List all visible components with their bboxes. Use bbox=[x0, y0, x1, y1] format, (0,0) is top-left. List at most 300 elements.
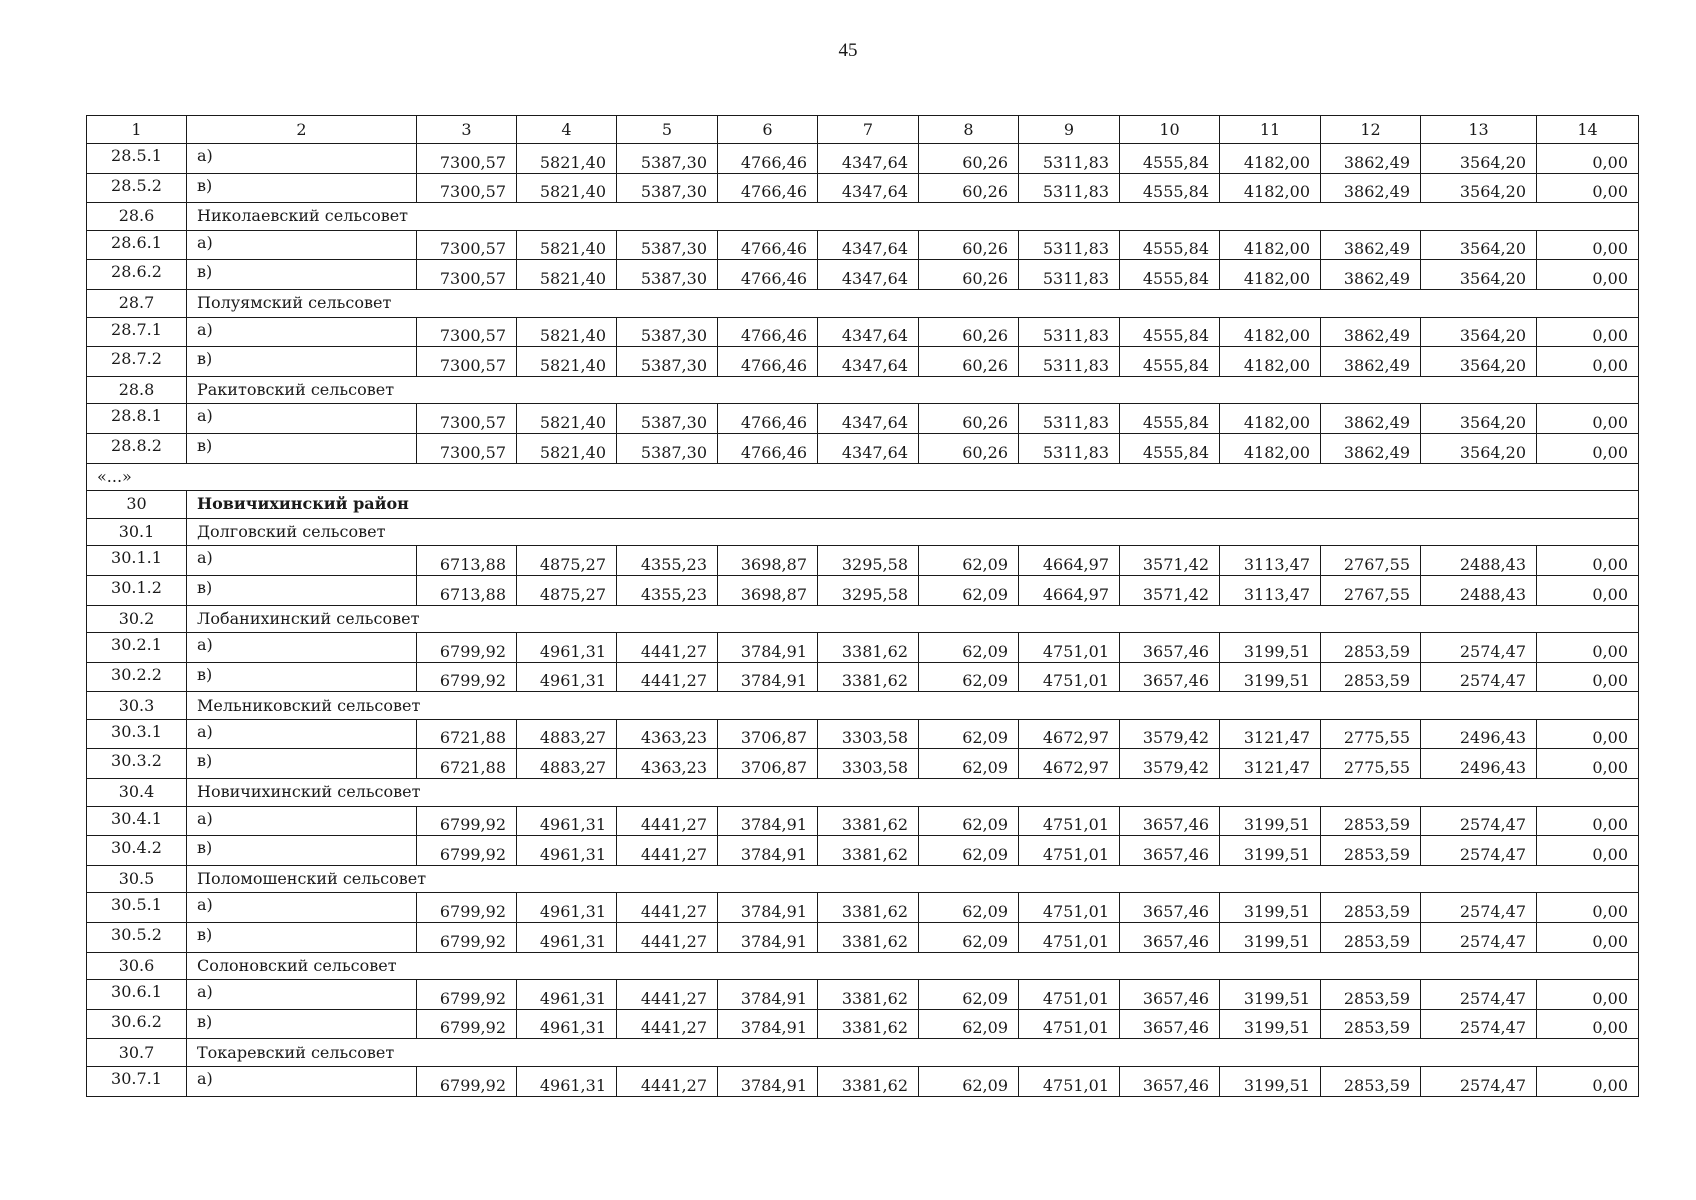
value-cell-col-3: 6799,92 bbox=[417, 980, 517, 1010]
value-cell-col-10: 3657,46 bbox=[1120, 923, 1220, 953]
value-cell-col-5: 4441,27 bbox=[617, 1009, 718, 1039]
value-cell-col-3: 7300,57 bbox=[417, 404, 517, 434]
value-cell-col-5: 4441,27 bbox=[617, 1067, 718, 1097]
section-number: 30.3 bbox=[87, 692, 187, 720]
value-cell-col-9: 5311,83 bbox=[1019, 317, 1120, 347]
value-cell-col-3: 7300,57 bbox=[417, 144, 517, 174]
value-cell-col-10: 4555,84 bbox=[1120, 144, 1220, 174]
value-cell-col-13: 2574,47 bbox=[1421, 1009, 1537, 1039]
column-number-header-row bbox=[87, 116, 1639, 144]
table-row bbox=[87, 719, 1639, 749]
value-cell-col-8: 62,09 bbox=[919, 1067, 1019, 1097]
row-number: 28.5.2 bbox=[87, 173, 187, 203]
table-row bbox=[87, 144, 1639, 174]
row-label: а) bbox=[187, 1067, 417, 1097]
value-cell-col-7: 4347,64 bbox=[818, 173, 919, 203]
value-cell-col-7: 4347,64 bbox=[818, 347, 919, 377]
row-number: 28.8.2 bbox=[87, 433, 187, 463]
value-cell-col-4: 4961,31 bbox=[517, 662, 617, 692]
value-cell-col-13: 3564,20 bbox=[1421, 347, 1537, 377]
value-cell-col-11: 3199,51 bbox=[1220, 1009, 1321, 1039]
value-cell-col-11: 3199,51 bbox=[1220, 893, 1321, 923]
row-label: а) bbox=[187, 806, 417, 836]
column-header-2: 2 bbox=[187, 116, 417, 144]
value-cell-col-7: 4347,64 bbox=[818, 260, 919, 290]
settlement-title: Николаевский сельсовет bbox=[187, 203, 1639, 231]
value-cell-col-14: 0,00 bbox=[1537, 546, 1639, 576]
value-cell-col-4: 4961,31 bbox=[517, 806, 617, 836]
value-cell-col-3: 6799,92 bbox=[417, 1009, 517, 1039]
value-cell-col-8: 62,09 bbox=[919, 633, 1019, 663]
value-cell-col-9: 4751,01 bbox=[1019, 662, 1120, 692]
section-number: 30.7 bbox=[87, 1039, 187, 1067]
row-label: в) bbox=[187, 923, 417, 953]
value-cell-col-7: 4347,64 bbox=[818, 317, 919, 347]
value-cell-col-9: 4751,01 bbox=[1019, 633, 1120, 663]
row-number: 30.3.1 bbox=[87, 719, 187, 749]
value-cell-col-12: 3862,49 bbox=[1321, 144, 1421, 174]
value-cell-col-8: 62,09 bbox=[919, 980, 1019, 1010]
value-cell-col-11: 4182,00 bbox=[1220, 173, 1321, 203]
section-number: 28.6 bbox=[87, 203, 187, 231]
value-cell-col-7: 3381,62 bbox=[818, 633, 919, 663]
value-cell-col-11: 4182,00 bbox=[1220, 433, 1321, 463]
value-cell-col-3: 7300,57 bbox=[417, 433, 517, 463]
value-cell-col-3: 6799,92 bbox=[417, 923, 517, 953]
row-label: а) bbox=[187, 230, 417, 260]
table-row bbox=[87, 923, 1639, 953]
value-cell-col-8: 60,26 bbox=[919, 260, 1019, 290]
settlement-header-row bbox=[87, 289, 1639, 317]
table-body bbox=[87, 144, 1639, 1097]
value-cell-col-5: 4363,23 bbox=[617, 719, 718, 749]
column-header-10: 10 bbox=[1120, 116, 1220, 144]
row-label: в) bbox=[187, 260, 417, 290]
value-cell-col-10: 4555,84 bbox=[1120, 404, 1220, 434]
value-cell-col-12: 2767,55 bbox=[1321, 546, 1421, 576]
value-cell-col-12: 2767,55 bbox=[1321, 575, 1421, 605]
value-cell-col-5: 4441,27 bbox=[617, 836, 718, 866]
value-cell-col-8: 60,26 bbox=[919, 404, 1019, 434]
value-cell-col-3: 6799,92 bbox=[417, 662, 517, 692]
value-cell-col-5: 4441,27 bbox=[617, 923, 718, 953]
row-label: а) bbox=[187, 893, 417, 923]
value-cell-col-12: 2775,55 bbox=[1321, 719, 1421, 749]
value-cell-col-11: 3199,51 bbox=[1220, 836, 1321, 866]
value-cell-col-13: 2574,47 bbox=[1421, 893, 1537, 923]
value-cell-col-6: 3784,91 bbox=[718, 1067, 818, 1097]
row-number: 30.3.2 bbox=[87, 749, 187, 779]
value-cell-col-7: 3381,62 bbox=[818, 923, 919, 953]
row-number: 28.6.1 bbox=[87, 230, 187, 260]
value-cell-col-3: 6799,92 bbox=[417, 1067, 517, 1097]
row-label: а) bbox=[187, 719, 417, 749]
table-row bbox=[87, 662, 1639, 692]
value-cell-col-6: 3784,91 bbox=[718, 893, 818, 923]
value-cell-col-9: 4664,97 bbox=[1019, 546, 1120, 576]
value-cell-col-10: 3657,46 bbox=[1120, 1067, 1220, 1097]
value-cell-col-10: 3579,42 bbox=[1120, 719, 1220, 749]
value-cell-col-5: 5387,30 bbox=[617, 404, 718, 434]
row-number: 30.4.1 bbox=[87, 806, 187, 836]
settlement-title: Токаревский сельсовет bbox=[187, 1039, 1639, 1067]
value-cell-col-11: 4182,00 bbox=[1220, 144, 1321, 174]
value-cell-col-14: 0,00 bbox=[1537, 317, 1639, 347]
row-number: 30.2.1 bbox=[87, 633, 187, 663]
value-cell-col-8: 60,26 bbox=[919, 317, 1019, 347]
table-row bbox=[87, 836, 1639, 866]
section-number: 30.1 bbox=[87, 518, 187, 546]
value-cell-col-10: 4555,84 bbox=[1120, 317, 1220, 347]
district-header-row bbox=[87, 491, 1639, 519]
value-cell-col-13: 2574,47 bbox=[1421, 836, 1537, 866]
value-cell-col-14: 0,00 bbox=[1537, 836, 1639, 866]
table-row bbox=[87, 633, 1639, 663]
value-cell-col-3: 7300,57 bbox=[417, 347, 517, 377]
value-cell-col-4: 4961,31 bbox=[517, 836, 617, 866]
row-label: а) bbox=[187, 633, 417, 663]
district-title: Новичихинский район bbox=[187, 491, 1639, 519]
value-cell-col-6: 3784,91 bbox=[718, 980, 818, 1010]
value-cell-col-9: 4672,97 bbox=[1019, 749, 1120, 779]
settlement-header-row bbox=[87, 779, 1639, 807]
table-row bbox=[87, 260, 1639, 290]
column-header-5: 5 bbox=[617, 116, 718, 144]
column-header-14: 14 bbox=[1537, 116, 1639, 144]
value-cell-col-5: 5387,30 bbox=[617, 433, 718, 463]
row-number: 30.2.2 bbox=[87, 662, 187, 692]
value-cell-col-6: 3784,91 bbox=[718, 662, 818, 692]
value-cell-col-3: 6713,88 bbox=[417, 575, 517, 605]
value-cell-col-8: 60,26 bbox=[919, 230, 1019, 260]
value-cell-col-9: 4672,97 bbox=[1019, 719, 1120, 749]
value-cell-col-9: 5311,83 bbox=[1019, 404, 1120, 434]
value-cell-col-10: 3657,46 bbox=[1120, 893, 1220, 923]
page-number: 45 bbox=[838, 40, 858, 61]
value-cell-col-7: 3295,58 bbox=[818, 575, 919, 605]
section-number: 30.4 bbox=[87, 779, 187, 807]
value-cell-col-4: 5821,40 bbox=[517, 347, 617, 377]
value-cell-col-6: 4766,46 bbox=[718, 144, 818, 174]
value-cell-col-7: 4347,64 bbox=[818, 404, 919, 434]
value-cell-col-8: 60,26 bbox=[919, 433, 1019, 463]
value-cell-col-10: 3571,42 bbox=[1120, 546, 1220, 576]
value-cell-col-8: 62,09 bbox=[919, 836, 1019, 866]
value-cell-col-3: 6721,88 bbox=[417, 749, 517, 779]
table-row bbox=[87, 893, 1639, 923]
value-cell-col-9: 5311,83 bbox=[1019, 260, 1120, 290]
table-row bbox=[87, 347, 1639, 377]
settlement-title: Новичихинский сельсовет bbox=[187, 779, 1639, 807]
value-cell-col-11: 3199,51 bbox=[1220, 1067, 1321, 1097]
value-cell-col-6: 4766,46 bbox=[718, 173, 818, 203]
value-cell-col-6: 3784,91 bbox=[718, 923, 818, 953]
value-cell-col-5: 5387,30 bbox=[617, 317, 718, 347]
row-number: 30.6.2 bbox=[87, 1009, 187, 1039]
value-cell-col-12: 2853,59 bbox=[1321, 633, 1421, 663]
table-row bbox=[87, 173, 1639, 203]
value-cell-col-10: 3657,46 bbox=[1120, 836, 1220, 866]
value-cell-col-4: 4875,27 bbox=[517, 546, 617, 576]
value-cell-col-7: 3381,62 bbox=[818, 893, 919, 923]
value-cell-col-13: 3564,20 bbox=[1421, 260, 1537, 290]
section-number: 30.5 bbox=[87, 865, 187, 893]
row-label: в) bbox=[187, 662, 417, 692]
value-cell-col-13: 3564,20 bbox=[1421, 144, 1537, 174]
value-cell-col-14: 0,00 bbox=[1537, 347, 1639, 377]
value-cell-col-13: 3564,20 bbox=[1421, 433, 1537, 463]
value-cell-col-8: 60,26 bbox=[919, 173, 1019, 203]
value-cell-col-11: 3199,51 bbox=[1220, 662, 1321, 692]
table-row bbox=[87, 1009, 1639, 1039]
table-row bbox=[87, 1067, 1639, 1097]
value-cell-col-11: 4182,00 bbox=[1220, 317, 1321, 347]
row-number: 30.7.1 bbox=[87, 1067, 187, 1097]
value-cell-col-14: 0,00 bbox=[1537, 230, 1639, 260]
value-cell-col-10: 3571,42 bbox=[1120, 575, 1220, 605]
row-label: а) bbox=[187, 317, 417, 347]
value-cell-col-8: 62,09 bbox=[919, 893, 1019, 923]
value-cell-col-12: 3862,49 bbox=[1321, 347, 1421, 377]
value-cell-col-5: 4355,23 bbox=[617, 575, 718, 605]
row-label: а) bbox=[187, 546, 417, 576]
value-cell-col-13: 2574,47 bbox=[1421, 980, 1537, 1010]
value-cell-col-14: 0,00 bbox=[1537, 144, 1639, 174]
value-cell-col-11: 3121,47 bbox=[1220, 749, 1321, 779]
column-header-13: 13 bbox=[1421, 116, 1537, 144]
section-number: 28.7 bbox=[87, 289, 187, 317]
ellipsis-text: «...» bbox=[87, 463, 1639, 491]
value-cell-col-13: 2488,43 bbox=[1421, 575, 1537, 605]
value-cell-col-10: 3657,46 bbox=[1120, 980, 1220, 1010]
value-cell-col-4: 5821,40 bbox=[517, 230, 617, 260]
value-cell-col-7: 3303,58 bbox=[818, 719, 919, 749]
value-cell-col-7: 3381,62 bbox=[818, 1009, 919, 1039]
value-cell-col-12: 2775,55 bbox=[1321, 749, 1421, 779]
value-cell-col-9: 4751,01 bbox=[1019, 806, 1120, 836]
value-cell-col-14: 0,00 bbox=[1537, 893, 1639, 923]
column-header-9: 9 bbox=[1019, 116, 1120, 144]
settlement-title: Долговский сельсовет bbox=[187, 518, 1639, 546]
value-cell-col-4: 5821,40 bbox=[517, 173, 617, 203]
value-cell-col-14: 0,00 bbox=[1537, 260, 1639, 290]
value-cell-col-13: 3564,20 bbox=[1421, 317, 1537, 347]
value-cell-col-3: 6799,92 bbox=[417, 836, 517, 866]
value-cell-col-9: 5311,83 bbox=[1019, 347, 1120, 377]
row-number: 30.1.1 bbox=[87, 546, 187, 576]
value-cell-col-8: 62,09 bbox=[919, 546, 1019, 576]
value-cell-col-6: 3698,87 bbox=[718, 575, 818, 605]
value-cell-col-5: 4441,27 bbox=[617, 980, 718, 1010]
value-cell-col-12: 2853,59 bbox=[1321, 923, 1421, 953]
column-header-3: 3 bbox=[417, 116, 517, 144]
value-cell-col-13: 3564,20 bbox=[1421, 173, 1537, 203]
value-cell-col-3: 7300,57 bbox=[417, 317, 517, 347]
value-cell-col-4: 5821,40 bbox=[517, 144, 617, 174]
value-cell-col-12: 3862,49 bbox=[1321, 317, 1421, 347]
value-cell-col-11: 4182,00 bbox=[1220, 260, 1321, 290]
row-label: а) bbox=[187, 404, 417, 434]
value-cell-col-7: 3381,62 bbox=[818, 662, 919, 692]
value-cell-col-8: 62,09 bbox=[919, 923, 1019, 953]
value-cell-col-3: 6799,92 bbox=[417, 633, 517, 663]
value-cell-col-9: 4751,01 bbox=[1019, 1009, 1120, 1039]
value-cell-col-10: 3657,46 bbox=[1120, 806, 1220, 836]
value-cell-col-3: 6721,88 bbox=[417, 719, 517, 749]
settlement-title: Полуямский сельсовет bbox=[187, 289, 1639, 317]
value-cell-col-14: 0,00 bbox=[1537, 1067, 1639, 1097]
table-row bbox=[87, 575, 1639, 605]
table-row bbox=[87, 404, 1639, 434]
value-cell-col-4: 5821,40 bbox=[517, 404, 617, 434]
row-number: 30.1.2 bbox=[87, 575, 187, 605]
value-cell-col-11: 3199,51 bbox=[1220, 633, 1321, 663]
table-row bbox=[87, 230, 1639, 260]
value-cell-col-4: 4883,27 bbox=[517, 719, 617, 749]
settlement-header-row bbox=[87, 692, 1639, 720]
value-cell-col-12: 2853,59 bbox=[1321, 662, 1421, 692]
table-row bbox=[87, 980, 1639, 1010]
value-cell-col-13: 2496,43 bbox=[1421, 749, 1537, 779]
value-cell-col-4: 4961,31 bbox=[517, 923, 617, 953]
value-cell-col-11: 3113,47 bbox=[1220, 575, 1321, 605]
value-cell-col-10: 3579,42 bbox=[1120, 749, 1220, 779]
value-cell-col-5: 4355,23 bbox=[617, 546, 718, 576]
value-cell-col-14: 0,00 bbox=[1537, 806, 1639, 836]
value-cell-col-13: 2488,43 bbox=[1421, 546, 1537, 576]
value-cell-col-8: 60,26 bbox=[919, 347, 1019, 377]
value-cell-col-12: 2853,59 bbox=[1321, 836, 1421, 866]
section-number: 28.8 bbox=[87, 376, 187, 404]
row-label: в) bbox=[187, 575, 417, 605]
value-cell-col-7: 3381,62 bbox=[818, 806, 919, 836]
value-cell-col-12: 3862,49 bbox=[1321, 173, 1421, 203]
value-cell-col-12: 2853,59 bbox=[1321, 893, 1421, 923]
row-label: а) bbox=[187, 144, 417, 174]
value-cell-col-14: 0,00 bbox=[1537, 173, 1639, 203]
value-cell-col-10: 4555,84 bbox=[1120, 260, 1220, 290]
settlement-header-row bbox=[87, 605, 1639, 633]
settlement-header-row bbox=[87, 865, 1639, 893]
value-cell-col-12: 2853,59 bbox=[1321, 980, 1421, 1010]
table-row bbox=[87, 433, 1639, 463]
value-cell-col-12: 3862,49 bbox=[1321, 404, 1421, 434]
value-cell-col-5: 5387,30 bbox=[617, 173, 718, 203]
value-cell-col-14: 0,00 bbox=[1537, 749, 1639, 779]
value-cell-col-9: 4751,01 bbox=[1019, 836, 1120, 866]
value-cell-col-6: 3784,91 bbox=[718, 806, 818, 836]
value-cell-col-3: 7300,57 bbox=[417, 230, 517, 260]
value-cell-col-9: 5311,83 bbox=[1019, 230, 1120, 260]
column-header-8: 8 bbox=[919, 116, 1019, 144]
value-cell-col-6: 4766,46 bbox=[718, 230, 818, 260]
row-label: а) bbox=[187, 980, 417, 1010]
row-number: 30.4.2 bbox=[87, 836, 187, 866]
value-cell-col-7: 3381,62 bbox=[818, 836, 919, 866]
row-number: 28.8.1 bbox=[87, 404, 187, 434]
value-cell-col-12: 3862,49 bbox=[1321, 260, 1421, 290]
value-cell-col-14: 0,00 bbox=[1537, 575, 1639, 605]
value-cell-col-3: 7300,57 bbox=[417, 260, 517, 290]
column-header-6: 6 bbox=[718, 116, 818, 144]
value-cell-col-6: 4766,46 bbox=[718, 317, 818, 347]
column-header-11: 11 bbox=[1220, 116, 1321, 144]
value-cell-col-14: 0,00 bbox=[1537, 923, 1639, 953]
row-number: 28.5.1 bbox=[87, 144, 187, 174]
value-cell-col-13: 2496,43 bbox=[1421, 719, 1537, 749]
value-cell-col-6: 3784,91 bbox=[718, 836, 818, 866]
value-cell-col-3: 7300,57 bbox=[417, 173, 517, 203]
value-cell-col-4: 4961,31 bbox=[517, 893, 617, 923]
row-number: 30.5.1 bbox=[87, 893, 187, 923]
value-cell-col-5: 4441,27 bbox=[617, 633, 718, 663]
settlement-title: Ракитовский сельсовет bbox=[187, 376, 1639, 404]
value-cell-col-5: 4441,27 bbox=[617, 662, 718, 692]
value-cell-col-12: 3862,49 bbox=[1321, 230, 1421, 260]
column-header-7: 7 bbox=[818, 116, 919, 144]
value-cell-col-14: 0,00 bbox=[1537, 719, 1639, 749]
value-cell-col-3: 6799,92 bbox=[417, 893, 517, 923]
row-label: в) bbox=[187, 347, 417, 377]
value-cell-col-6: 4766,46 bbox=[718, 404, 818, 434]
value-cell-col-14: 0,00 bbox=[1537, 1009, 1639, 1039]
value-cell-col-8: 60,26 bbox=[919, 144, 1019, 174]
value-cell-col-8: 62,09 bbox=[919, 749, 1019, 779]
value-cell-col-11: 4182,00 bbox=[1220, 230, 1321, 260]
row-label: в) bbox=[187, 1009, 417, 1039]
value-cell-col-11: 4182,00 bbox=[1220, 347, 1321, 377]
section-number: 30.6 bbox=[87, 952, 187, 980]
value-cell-col-5: 5387,30 bbox=[617, 230, 718, 260]
value-cell-col-10: 4555,84 bbox=[1120, 173, 1220, 203]
value-cell-col-6: 3698,87 bbox=[718, 546, 818, 576]
value-cell-col-11: 3113,47 bbox=[1220, 546, 1321, 576]
row-label: в) bbox=[187, 173, 417, 203]
settlement-header-row bbox=[87, 203, 1639, 231]
value-cell-col-13: 2574,47 bbox=[1421, 633, 1537, 663]
value-cell-col-11: 3121,47 bbox=[1220, 719, 1321, 749]
row-number: 30.6.1 bbox=[87, 980, 187, 1010]
value-cell-col-9: 4751,01 bbox=[1019, 893, 1120, 923]
value-cell-col-14: 0,00 bbox=[1537, 662, 1639, 692]
value-cell-col-4: 4961,31 bbox=[517, 1067, 617, 1097]
value-cell-col-5: 5387,30 bbox=[617, 144, 718, 174]
column-header-1: 1 bbox=[87, 116, 187, 144]
value-cell-col-13: 2574,47 bbox=[1421, 923, 1537, 953]
value-cell-col-4: 4961,31 bbox=[517, 980, 617, 1010]
value-cell-col-7: 3303,58 bbox=[818, 749, 919, 779]
value-cell-col-3: 6799,92 bbox=[417, 806, 517, 836]
value-cell-col-7: 3295,58 bbox=[818, 546, 919, 576]
table-row bbox=[87, 546, 1639, 576]
value-cell-col-4: 5821,40 bbox=[517, 260, 617, 290]
value-cell-col-4: 5821,40 bbox=[517, 433, 617, 463]
settlement-header-row bbox=[87, 1039, 1639, 1067]
value-cell-col-14: 0,00 bbox=[1537, 633, 1639, 663]
row-number: 28.6.2 bbox=[87, 260, 187, 290]
column-header-4: 4 bbox=[517, 116, 617, 144]
value-cell-col-6: 3784,91 bbox=[718, 1009, 818, 1039]
value-cell-col-10: 3657,46 bbox=[1120, 633, 1220, 663]
value-cell-col-11: 3199,51 bbox=[1220, 923, 1321, 953]
value-cell-col-13: 2574,47 bbox=[1421, 1067, 1537, 1097]
value-cell-col-5: 5387,30 bbox=[617, 260, 718, 290]
value-cell-col-9: 4751,01 bbox=[1019, 923, 1120, 953]
row-label: в) bbox=[187, 749, 417, 779]
value-cell-col-11: 3199,51 bbox=[1220, 980, 1321, 1010]
omitted-rows-marker bbox=[87, 463, 1639, 491]
settlement-header-row bbox=[87, 376, 1639, 404]
